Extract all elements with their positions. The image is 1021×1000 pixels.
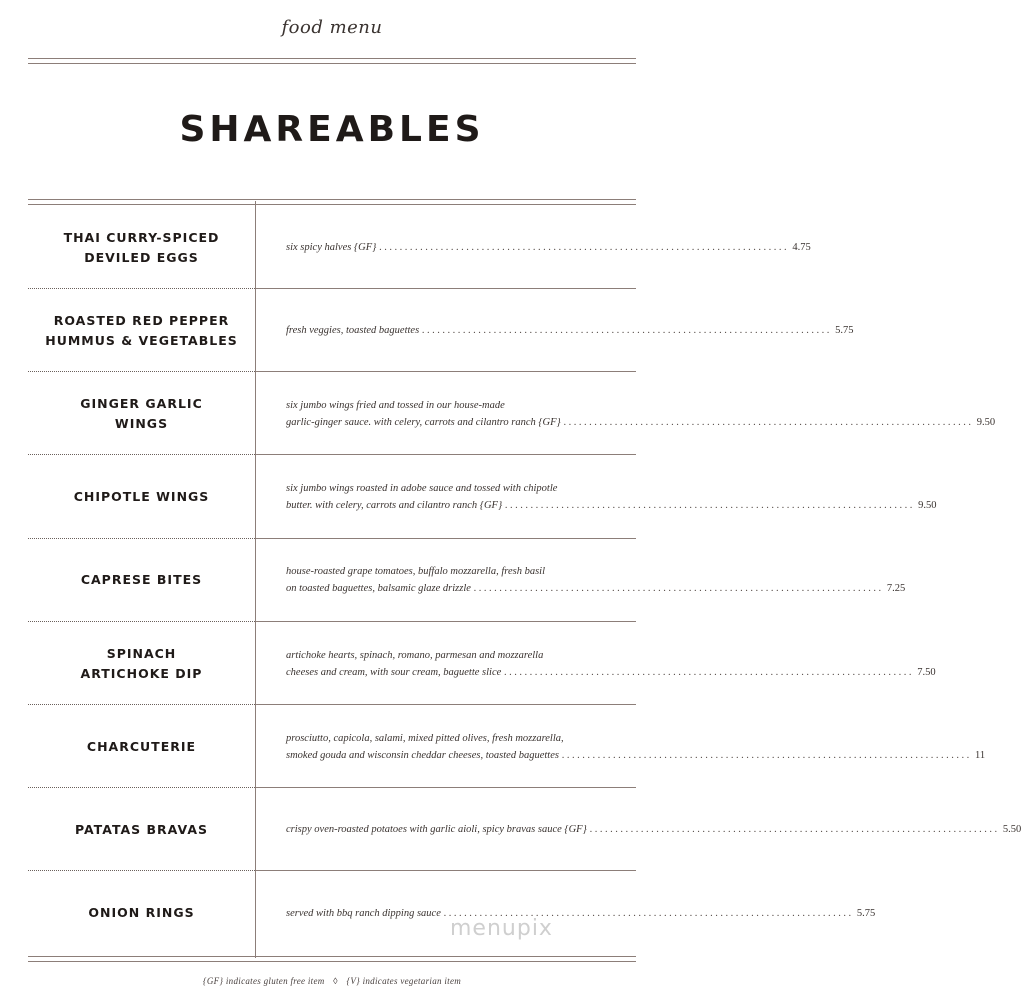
- description-price-line: [286, 821, 1021, 838]
- menu-item-name: [28, 872, 255, 955]
- section-title: SHAREABLES: [179, 109, 485, 150]
- description-line: butter. with celery, carrots and cilantro ranch {GF}: [286, 500, 503, 512]
- description-line: served with bbq ranch dipping sauce: [286, 907, 441, 919]
- description-price-line: [286, 322, 854, 339]
- menu-item-name-text: CHIPOTLE WINGS: [73, 489, 210, 505]
- menu-item-name: [28, 206, 255, 289]
- dot-leader: ................................................................................: [505, 500, 916, 512]
- menu-item-row: [28, 788, 1021, 871]
- dot-leader: ................................................................................: [443, 907, 854, 919]
- menu-item-name-text: CAPRESE BITES: [80, 572, 203, 588]
- menu-item-row: [28, 289, 854, 372]
- menu-item-price: 9.50: [976, 416, 996, 428]
- dot-leader: ................................................................................: [473, 583, 884, 595]
- dot-leader: ................................................................................: [422, 325, 833, 337]
- description-line: six jumbo wings fried and tossed in our house-made: [286, 399, 505, 411]
- v-legend: {V} indicates vegetarian item: [346, 976, 462, 986]
- menu-item-description: [286, 872, 876, 955]
- menu-item-row: [28, 872, 876, 955]
- watermark: menupix: [450, 916, 553, 941]
- menu-item-description: [286, 788, 1021, 871]
- menu-item-price: 5.75: [835, 325, 854, 337]
- menu-item-name-text: PATATAS BRAVAS: [74, 821, 209, 837]
- bottom-divider: [28, 956, 636, 962]
- dot-leader: ................................................................................: [589, 824, 1000, 836]
- dot-leader: ................................................................................: [563, 416, 974, 428]
- menu-item-name-text: SPINACH ARTICHOKE DIP: [80, 645, 203, 681]
- dot-leader: ................................................................................: [379, 242, 790, 253]
- section-divider: [28, 199, 636, 205]
- description-line: crispy oven-roasted potatoes with garlic aioli, spicy bravas sauce {GF}: [286, 824, 587, 836]
- footer-legend: [0, 976, 664, 986]
- description-line: smoked gouda and wisconsin cheddar cheeses, toasted baguettes: [286, 749, 559, 761]
- menu-item-name: [28, 289, 255, 372]
- menu-item-row: [28, 622, 936, 705]
- menu-item-name: [28, 372, 255, 455]
- menu-item-name-text: ONION RINGS: [88, 905, 195, 921]
- description-line: house-roasted grape tomatoes, buffalo mozzarella, fresh basil: [286, 566, 545, 578]
- description-line: artichoke hearts, spinach, romano, parmesan and mozzarella: [286, 649, 544, 661]
- menu-item-description: [286, 289, 854, 372]
- menu-item-description: [286, 622, 936, 705]
- dot-leader: ................................................................................: [561, 749, 972, 761]
- menu-item-price: 4.75: [792, 242, 811, 253]
- menu-item-description: [286, 206, 811, 289]
- description-line: cheeses and cream, with sour cream, baguette slice: [286, 666, 502, 678]
- description-price-line: [286, 580, 906, 597]
- menu-item-price: 5.75: [856, 907, 876, 919]
- description-price-line: [286, 239, 811, 256]
- menu-item-name: [28, 539, 255, 622]
- description-price-line: [286, 497, 937, 514]
- menu-header: food menu: [281, 17, 383, 38]
- menu-item-description: [286, 539, 906, 622]
- menu-item-name-text: ROASTED RED PEPPER HUMMUS & VEGETABLES: [45, 312, 238, 348]
- menu-item-price: 11: [974, 749, 986, 761]
- menu-item-name: [28, 788, 255, 871]
- menu-item-price: 7.50: [917, 666, 936, 678]
- menu-item-name-text: CHARCUTERIE: [86, 738, 197, 754]
- menu-item-row: [28, 372, 996, 455]
- menu-item-name-text: GINGER GARLIC WINGS: [80, 395, 203, 431]
- description-line: fresh veggies, toasted baguettes: [286, 325, 420, 337]
- menu-item-row: [28, 705, 986, 788]
- menu-item-row: [28, 206, 811, 289]
- dot-leader: ................................................................................: [504, 666, 915, 678]
- description-line: prosciutto, capicola, salami, mixed pitted olives, fresh mozzarella,: [286, 732, 564, 744]
- menu-item-name: [28, 622, 255, 705]
- menu-item-row: [28, 539, 906, 622]
- menu-item-description: [286, 456, 937, 539]
- menu-item-description: [286, 705, 986, 788]
- description-line: six spicy halves {GF}: [286, 242, 377, 253]
- menu-item-price: 9.50: [918, 500, 937, 512]
- description-price-line: [286, 664, 936, 681]
- top-divider: [28, 58, 636, 64]
- description-price-line: [286, 747, 986, 764]
- menu-item-name: [28, 456, 255, 539]
- menu-item-price: 5.50: [1002, 824, 1021, 836]
- description-price-line: [286, 414, 996, 431]
- menu-item-name-text: THAI CURRY-SPICED DEVILED EGGS: [63, 229, 220, 265]
- menu-item-row: [28, 456, 937, 539]
- menu-item-name: [28, 705, 255, 788]
- description-line: six jumbo wings roasted in adobe sauce and tossed with chipotle: [286, 483, 558, 495]
- description-line: garlic-ginger sauce. with celery, carrots and cilantro ranch {GF}: [286, 416, 561, 428]
- description-line: on toasted baguettes, balsamic glaze drizzle: [286, 583, 471, 595]
- gf-legend: {GF} indicates gluten free item: [202, 976, 325, 986]
- menu-item-description: [286, 372, 996, 455]
- menu-item-price: 7.25: [886, 583, 906, 595]
- legend-separator: ◊: [333, 976, 338, 986]
